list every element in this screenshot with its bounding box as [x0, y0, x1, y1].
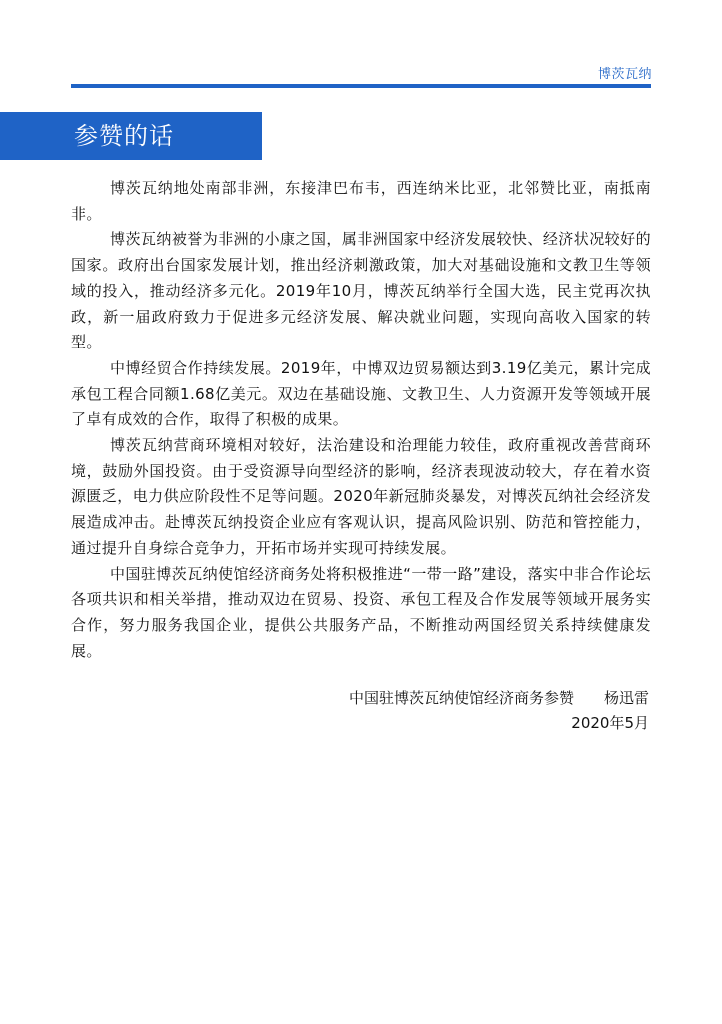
signature-name: 杨迅雷 [603, 689, 649, 707]
signature-title: 中国驻博茨瓦纳使馆经济商务参赞 [348, 689, 574, 707]
section-title: 参赞的话 [74, 122, 174, 150]
section-title-banner [0, 112, 262, 160]
paragraph-economy: 博茨瓦纳被誉为非洲的小康之国，属非洲国家中经济发展较快、经济状况较好的国家。政府出台国家发展计划，推出经济刺激政策，加大对基础设施和文教卫生等领域的投入，推动经济多元化。2019年10月，博茨瓦纳举行全国大选，民主党再次执政，新一届政府致力于促进多元经济发展、解决就业问题，实现向高收入国家的转型。 [71, 230, 651, 352]
message-body [71, 176, 651, 664]
header-divider [71, 84, 651, 88]
signature-date: 2020年5月 [571, 714, 649, 732]
paragraph-location: 博茨瓦纳地处南部非洲，东接津巴布韦，西连纳米比亚，北邻赞比亚，南抵南非。 [71, 179, 651, 223]
paragraph-trade: 中博经贸合作持续发展。2019年，中博双边贸易额达到3.19亿美元，累计完成承包工程合同额1.68亿美元。双边在基础设施、文教卫生、人力资源开发等领域开展了卓有成效的合作，取得了积极的成果。 [71, 358, 651, 429]
signature-title-line [349, 686, 649, 711]
running-header: 博茨瓦纳 [597, 67, 652, 82]
signature-block [349, 686, 649, 736]
paragraph-business-environment: 博茨瓦纳营商环境相对较好，法治建设和治理能力较佳，政府重视改善营商环境，鼓励外国投资。由于受资源导向型经济的影响，经济表现波动较大，存在着水资源匮乏，电力供应阶段性不足等问题。2020年新冠肺炎暴发，对博茨瓦纳社会经济发展造成冲击。赴博茨瓦纳投资企业应有客观认识，提高风险识别、防范和管控能力，通过提升自身综合竞争力，开拓市场并实现可持续发展。 [71, 436, 651, 557]
paragraph-cooperation: 中国驻博茨瓦纳使馆经济商务处将积极推进“一带一路”建设，落实中非合作论坛各项共识和相关举措，推动双边在贸易、投资、承包工程及合作发展等领域开展务实合作，努力服务我国企业，提供公共服务产品，不断推动两国经贸关系持续健康发展。 [71, 564, 651, 660]
